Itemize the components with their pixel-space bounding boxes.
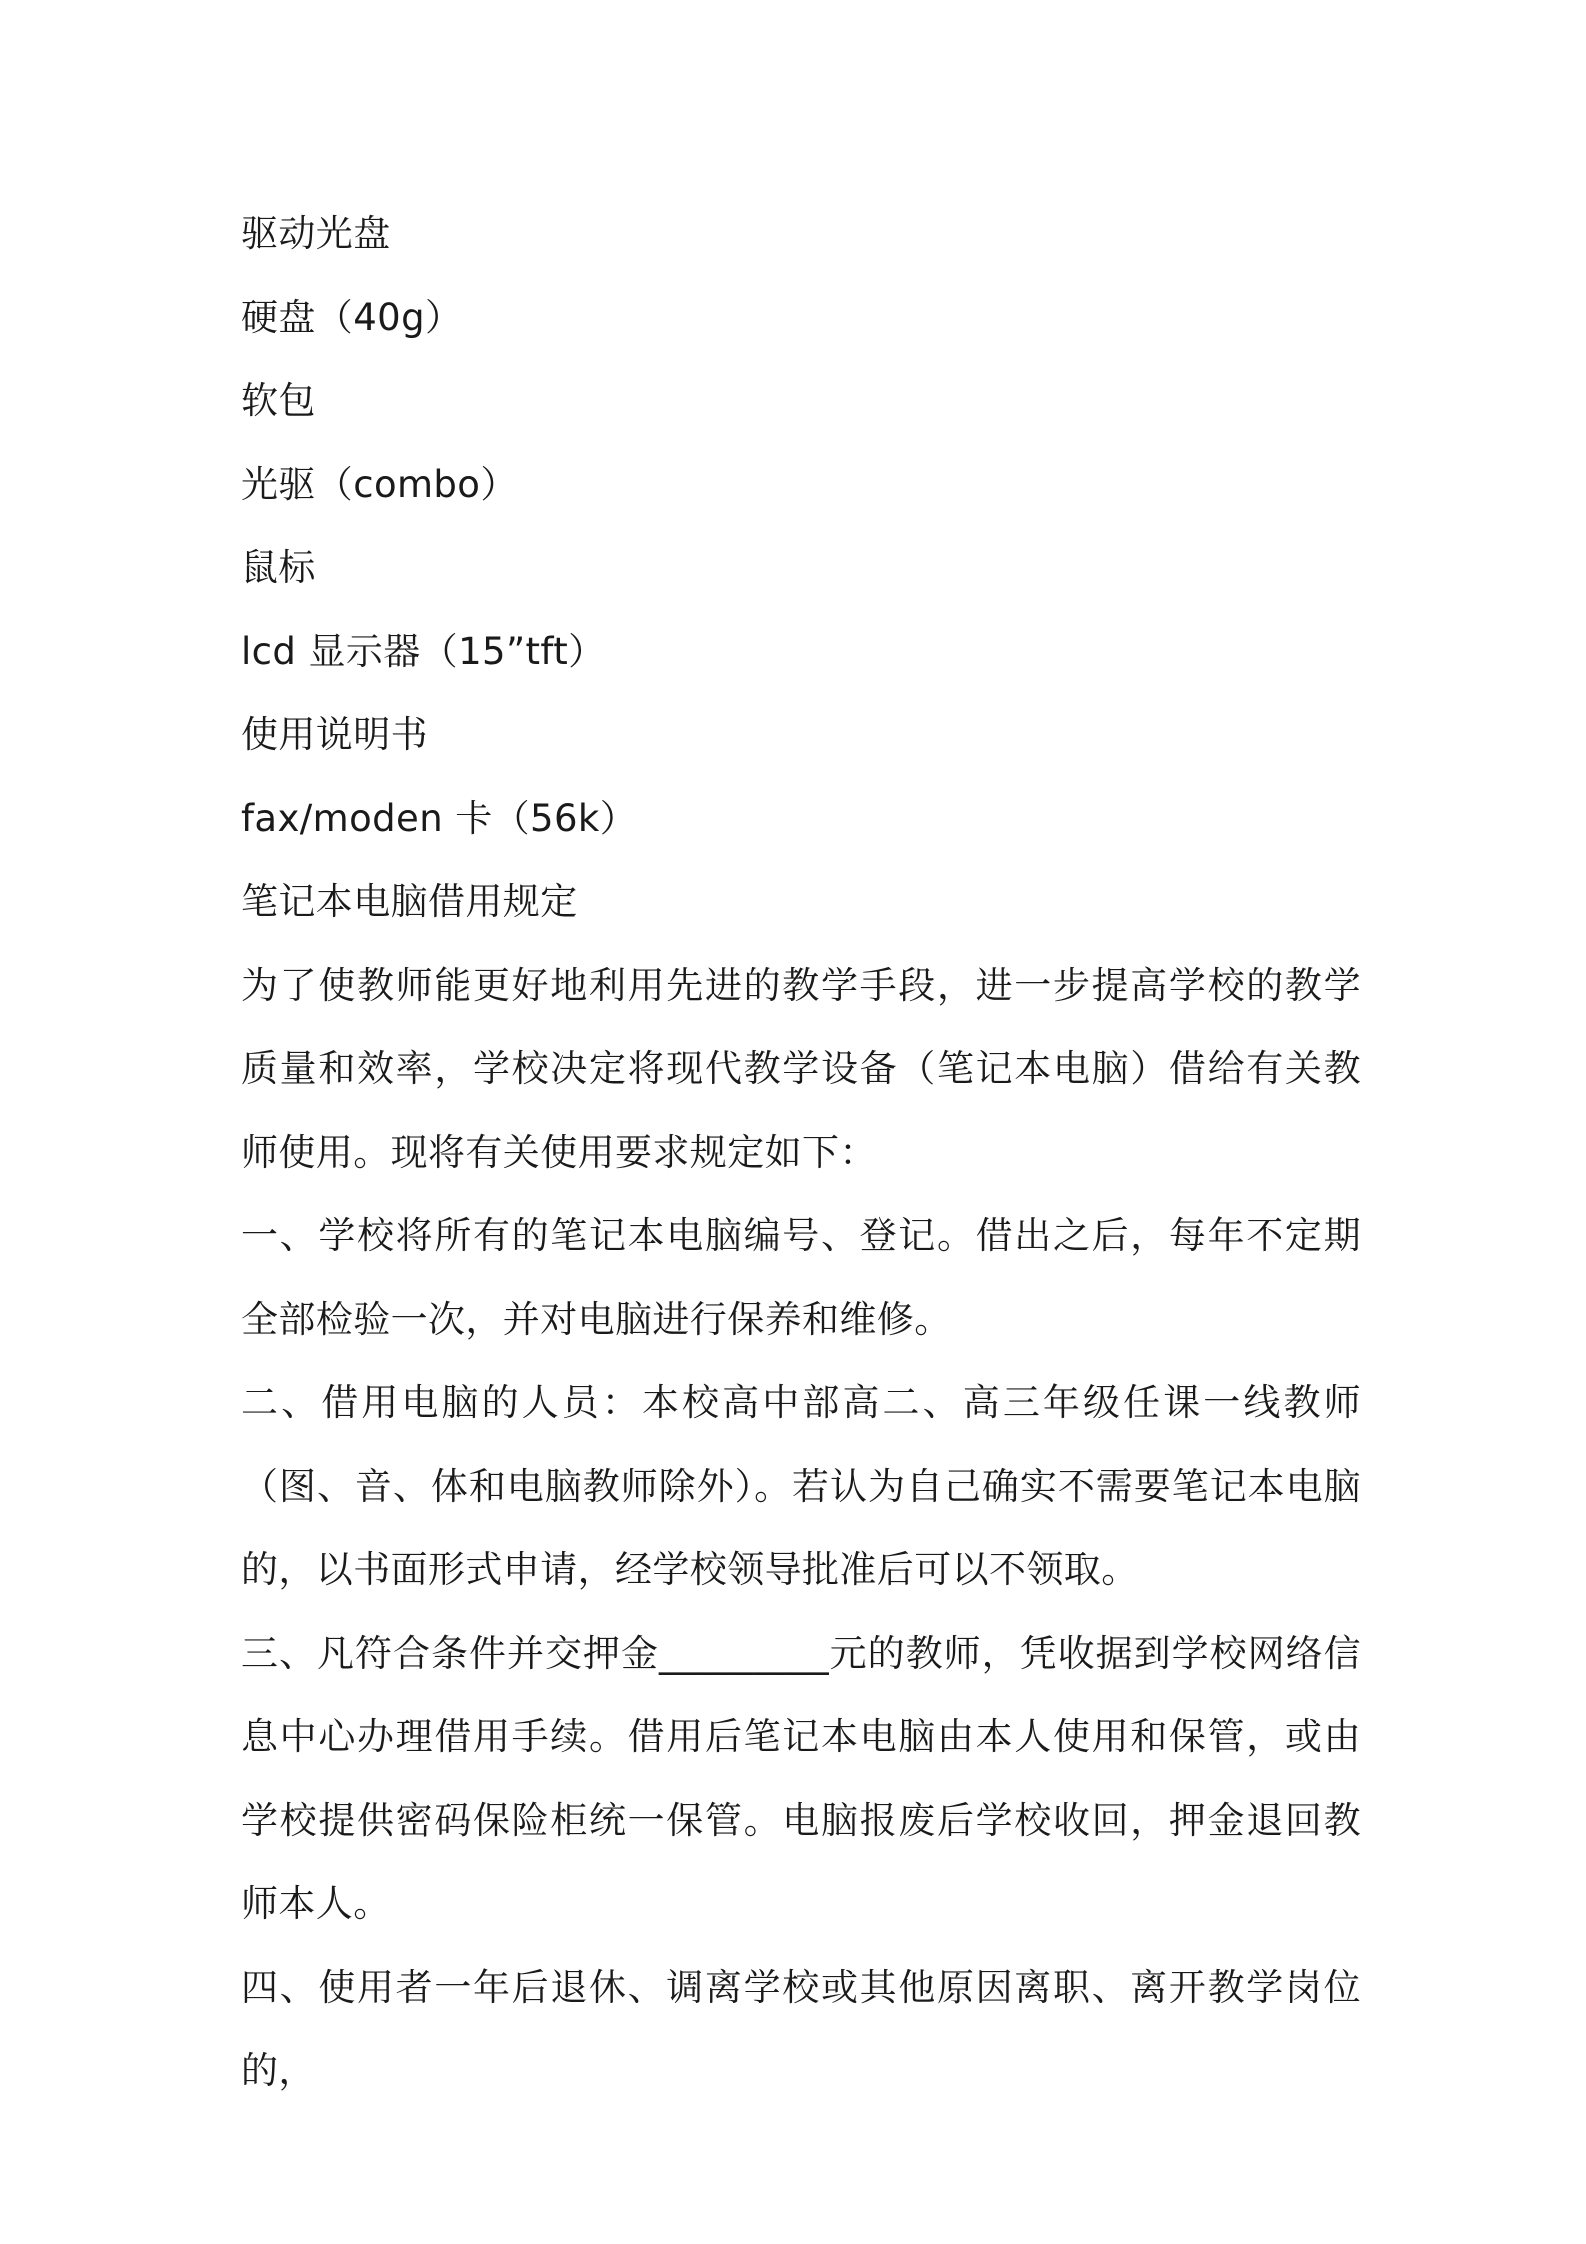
rule-3-paragraph: 三、凡符合条件并交押金_________元的教师，凭收据到学校网络信息中心办理借用手续。借用后笔记本电脑由本人使用和保管，或由学校提供密码保险柜统一保管。电脑报废后学校收回，押金退回教师本人。 xyxy=(241,1631,1361,1925)
list-item-mouse: 鼠标 xyxy=(241,546,316,589)
list-item-optical-drive: 光驱（combo） xyxy=(241,462,518,506)
list-item-soft-bag: 软包 xyxy=(241,379,316,422)
intro-paragraph: 为了使教师能更好地利用先进的教学手段，进一步提高学校的教学质量和效率，学校决定将现代教学设备（笔记本电脑）借给有关教师使用。现将有关使用要求规定如下： xyxy=(241,963,1361,1174)
list-item-lcd-display: lcd 显示器（15”tft） xyxy=(241,629,606,673)
document-body xyxy=(241,192,1361,2113)
list-item-fax-modem-card: fax/moden 卡（56k） xyxy=(241,796,638,840)
list-item-hard-disk: 硬盘（40g） xyxy=(241,295,463,339)
list-item-manual: 使用说明书 xyxy=(241,713,428,756)
rule-2-paragraph: 二、借用电脑的人员：本校高中部高二、高三年级任课一线教师（图、音、体和电脑教师除外）。若认为自己确实不需要笔记本电脑的，以书面形式申请，经学校领导批准后可以不领取。 xyxy=(241,1381,1361,1591)
list-item-drive-disc: 驱动光盘 xyxy=(241,212,391,255)
rule-1-paragraph: 一、学校将所有的笔记本电脑编号、登记。借出之后，每年不定期全部检验一次，并对电脑进行保养和维修。 xyxy=(241,1214,1361,1341)
document-title: 笔记本电脑借用规定 xyxy=(241,880,578,923)
rule-4-paragraph: 四、使用者一年后退休、调离学校或其他原因离职、离开教学岗位的， xyxy=(241,1965,1361,2092)
